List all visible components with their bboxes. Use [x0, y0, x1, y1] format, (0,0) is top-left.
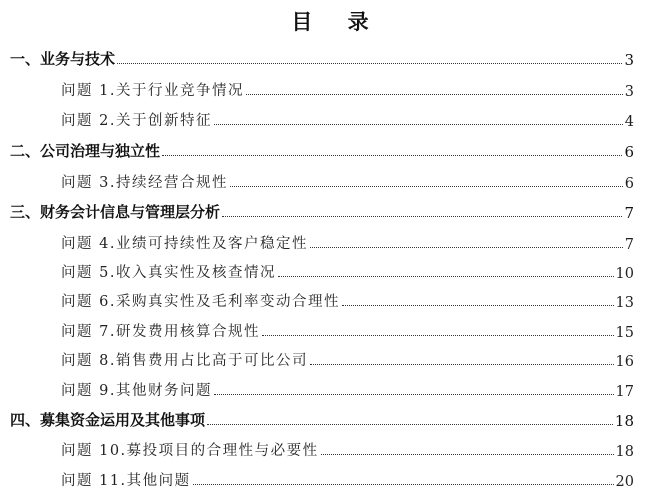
toc-entry-label: 问题 7.研发费用核算合规性 — [61, 324, 260, 340]
toc-title: 目 录 — [291, 10, 383, 34]
dot-leader — [162, 154, 622, 156]
toc-question-entry[interactable] — [61, 231, 634, 253]
toc-page-number: 18 — [614, 412, 634, 430]
toc-page-number: 15 — [615, 325, 634, 341]
toc-page-number: 16 — [615, 354, 634, 370]
toc-entry-label: 二、公司治理与独立性 — [10, 142, 161, 160]
dot-leader — [117, 62, 622, 64]
toc-entry-label: 问题 1.关于行业竞争情况 — [61, 83, 244, 99]
toc-question-entry[interactable] — [61, 108, 634, 130]
dot-leader — [262, 334, 614, 336]
toc-page-number: 6 — [624, 143, 634, 161]
toc-section-entry[interactable] — [10, 408, 634, 430]
toc-question-entry[interactable] — [61, 348, 634, 370]
toc-page-number: 6 — [624, 176, 634, 192]
toc-question-entry[interactable] — [61, 78, 634, 100]
dot-leader — [222, 215, 622, 217]
toc-question-entry[interactable] — [61, 468, 634, 490]
toc-page-number: 10 — [615, 266, 634, 282]
toc-page-number: 18 — [615, 444, 634, 460]
dot-leader — [310, 363, 614, 365]
toc-entry-label: 问题 3.持续经营合规性 — [61, 175, 228, 191]
toc-entry-label: 问题 11.其他问题 — [61, 473, 191, 489]
toc-page-number: 7 — [624, 204, 634, 222]
toc-page-number: 4 — [624, 114, 634, 130]
dot-leader — [310, 246, 623, 248]
dot-leader — [214, 393, 614, 395]
toc-entry-label: 三、财务会计信息与管理层分析 — [10, 203, 221, 221]
toc-entry-label: 四、募集资金运用及其他事项 — [10, 411, 206, 429]
toc-section-entry[interactable] — [10, 139, 634, 161]
toc-entry-label: 问题 4.业绩可持续性及客户稳定性 — [61, 236, 308, 252]
toc-entry-label: 问题 6.采购真实性及毛利率变动合理性 — [61, 294, 340, 310]
dot-leader — [207, 423, 613, 425]
toc-question-entry[interactable] — [61, 319, 634, 341]
dot-leader — [342, 304, 614, 306]
toc-section-entry[interactable] — [10, 47, 634, 69]
toc-question-entry[interactable] — [61, 289, 634, 311]
toc-entry-label: 问题 8.销售费用占比高于可比公司 — [61, 353, 308, 369]
dot-leader — [246, 93, 623, 95]
toc-page-number: 3 — [624, 84, 634, 100]
dot-leader — [278, 275, 614, 277]
toc-page-number: 17 — [615, 384, 634, 400]
toc-entry-label: 问题 10.募投项目的合理性与必要性 — [61, 443, 319, 459]
dot-leader — [193, 483, 614, 485]
toc-entry-label: 一、业务与技术 — [10, 50, 116, 68]
toc-question-entry[interactable] — [61, 438, 634, 460]
toc-entry-label: 问题 5.收入真实性及核查情况 — [61, 265, 276, 281]
toc-entry-label: 问题 2.关于创新特征 — [61, 113, 212, 129]
dot-leader — [321, 453, 614, 455]
toc-question-entry[interactable] — [61, 170, 634, 192]
toc-page-number: 7 — [624, 237, 634, 253]
toc-question-entry[interactable] — [61, 378, 634, 400]
toc-question-entry[interactable] — [61, 260, 634, 282]
toc-page-number: 3 — [624, 51, 634, 69]
toc-entry-label: 问题 9.其他财务问题 — [61, 383, 212, 399]
toc-section-entry[interactable] — [10, 200, 634, 222]
toc-page-number: 20 — [615, 474, 634, 490]
dot-leader — [214, 123, 623, 125]
toc-page-number: 13 — [615, 295, 634, 311]
dot-leader — [230, 185, 623, 187]
